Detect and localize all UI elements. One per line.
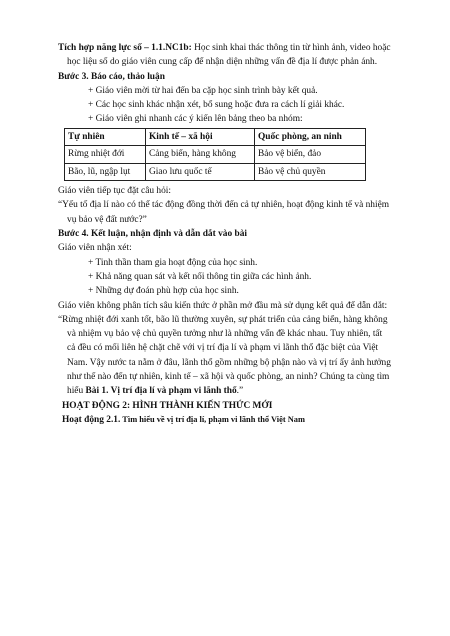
table-row bbox=[65, 163, 366, 180]
table-header-nature: Tự nhiên bbox=[65, 128, 146, 145]
step3-followup: Giáo viên tiếp tục đặt câu hỏi: bbox=[58, 186, 171, 197]
step3-bullet-1: + Giáo viên mời từ hai đến ba cặp học sinh trình bày kết quả. bbox=[88, 85, 318, 96]
step3-bullet-2: + Các học sinh khác nhận xét, bổ sung hoặc đưa ra cách lí giải khác. bbox=[88, 100, 345, 111]
step4-quote bbox=[58, 313, 392, 399]
step4-bullet-2: + Khả năng quan sát và kết nối thông tin giữa các hình ảnh. bbox=[88, 271, 312, 282]
opinion-table bbox=[64, 128, 366, 181]
table-header-row bbox=[65, 128, 366, 145]
step4-remark: Giáo viên nhận xét: bbox=[58, 243, 132, 254]
step4-title: Bước 4. Kết luận, nhận định và dẫn dắt vào bài bbox=[58, 229, 247, 240]
step3-bullet-3: + Giáo viên ghi nhanh các ý kiến lên bảng theo ba nhóm: bbox=[88, 114, 303, 125]
table-row bbox=[65, 146, 366, 163]
intro-text: Học sinh khai thác thông tin từ hình ảnh, video hoặc học liệu số do giáo viên cung cấp để nhận diện những vấn đề địa lí được phản ánh. bbox=[67, 43, 391, 68]
activity-sub bbox=[58, 413, 392, 427]
activity-title: HOẠT ĐỘNG 2: HÌNH THÀNH KIẾN THỨC MỚI bbox=[62, 400, 273, 411]
intro-paragraph bbox=[58, 41, 392, 70]
table-cell: Bảo vệ biển, đảo bbox=[255, 146, 366, 163]
step3-question: “Yếu tố địa lí nào có thể tác động đồng thời đến cả tự nhiên, hoạt động kinh tế và nhiệm vụ bảo vệ đất nước?” bbox=[58, 200, 390, 225]
step4-bullet-3: + Những dự đoán phù hợp của học sinh. bbox=[88, 286, 239, 297]
quote-end: .” bbox=[236, 386, 244, 397]
activity-sub-label: Hoạt động 2.1. bbox=[62, 414, 121, 425]
table-cell: Rừng nhiệt đới bbox=[65, 146, 146, 163]
table-cell: Cảng biển, hàng không bbox=[146, 146, 255, 163]
activity-sub-text: Tìm hiểu về vị trí địa lí, phạm vi lãnh thổ Việt Nam bbox=[120, 414, 305, 424]
quote-text: “Rừng nhiệt đới xanh tốt, bão lũ thường xuyên, sự phát triển của cảng biển, hàng không và nhiệm vụ bảo vệ chủ quyền tưởng như là những vấn đề khác nhau. Tuy nhiên, tất cả đều có mối liên hệ chặt chẽ với vị trí địa lí và phạm vi lãnh thổ đặc biệt của Việt Nam. Vậy nước ta nằm ở đâu, lãnh thổ gồm những bộ phận nào và vị trí ấy ảnh hưởng như thế nào đến tự nhiên, kinh tế – xã hội và quốc phòng, an ninh? Chúng ta cùng tìm hiểu bbox=[58, 314, 391, 397]
step4-bullet-1: + Tinh thần tham gia hoạt động của học sinh. bbox=[88, 257, 258, 268]
table-header-defense: Quốc phòng, an ninh bbox=[255, 128, 366, 145]
lesson-title: Bài 1. Vị trí địa lí và phạm vi lãnh thổ bbox=[85, 386, 237, 397]
table-header-economy: Kinh tế – xã hội bbox=[146, 128, 255, 145]
step3-title: Bước 3. Báo cáo, thảo luận bbox=[58, 71, 165, 82]
table-cell: Bão, lũ, ngập lụt bbox=[65, 163, 146, 180]
intro-bold: Tích hợp năng lực số – 1.1.NC1b: bbox=[58, 43, 192, 53]
table-cell: Bảo vệ chủ quyền bbox=[255, 163, 366, 180]
table-cell: Giao lưu quốc tế bbox=[146, 163, 255, 180]
step4-lead: Giáo viên không phân tích sâu kiến thức ở phần mở đầu mà sử dụng kết quả để dẫn dắt: bbox=[58, 300, 388, 311]
